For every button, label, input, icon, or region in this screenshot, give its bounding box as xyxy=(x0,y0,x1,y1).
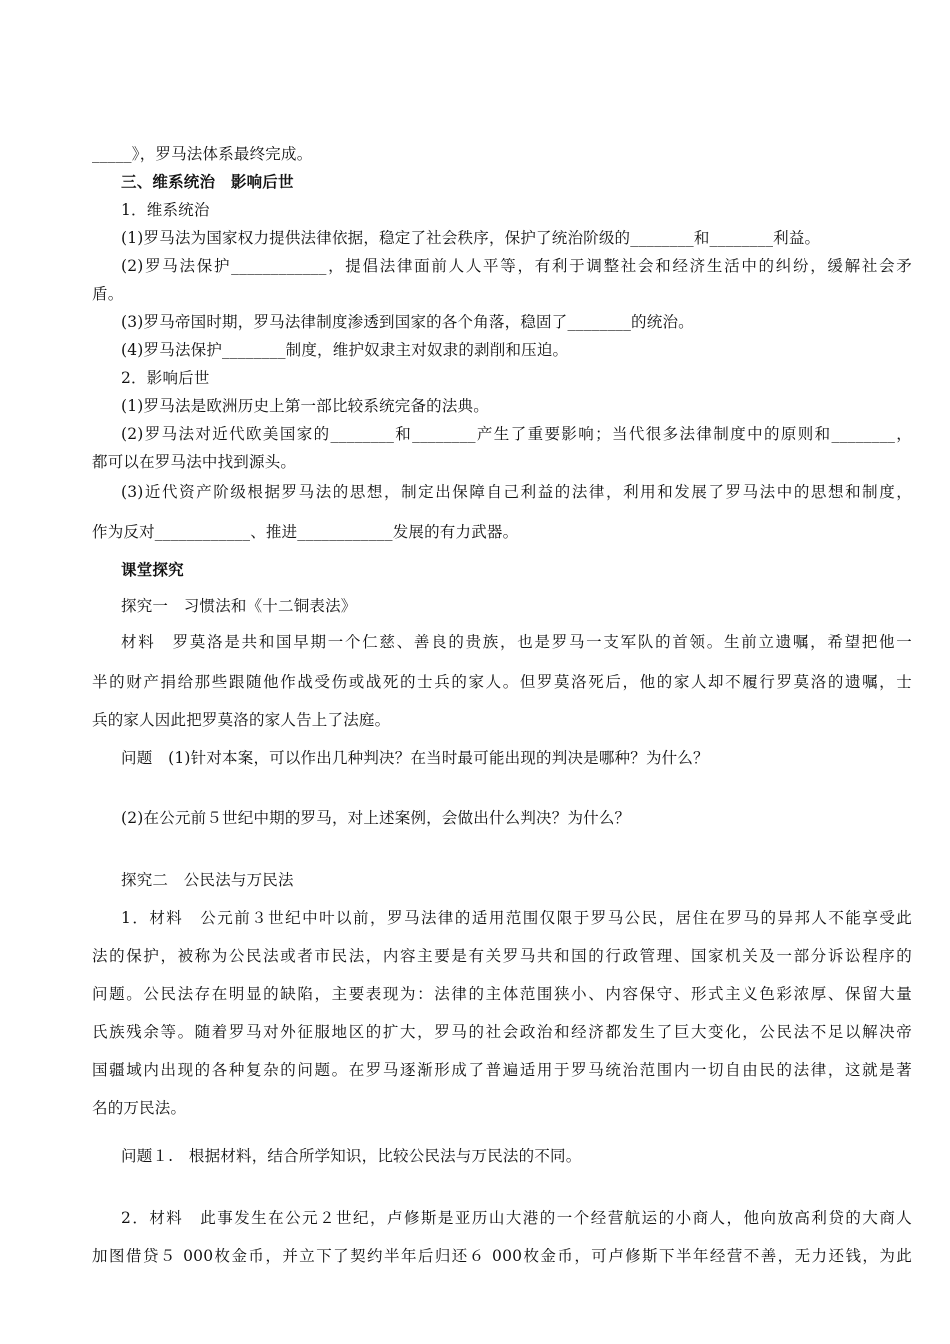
material-line: 国疆域内出现的各种复杂的问题。在罗马逐渐形成了普遍适用于罗马统治范围内一切自由民的法律，这就是著 xyxy=(92,1061,912,1079)
inquiry-title: 探究二 公民法与万民法 xyxy=(121,871,294,889)
text-line: (3)近代资产阶级根据罗马法的思想，制定出保障自己利益的法律，利用和发展了罗马法中的思想和制度， xyxy=(121,483,912,501)
material-line: 材料 罗莫洛是共和国早期一个仁慈、善良的贵族，也是罗马一支军队的首领。生前立遗嘱，希望把他一 xyxy=(121,633,912,651)
text-line: 盾。 xyxy=(92,285,124,303)
subheading: 1．维系统治 xyxy=(121,201,210,219)
text-line: (2)罗马法对近代欧美国家的________和________产生了重要影响；当代很多法律制度中的原则和________， xyxy=(121,425,912,443)
material-line: 氏族残余等。随着罗马对外征服地区的扩大，罗马的社会政治和经济都发生了巨大变化，公民法不足以解决帝 xyxy=(92,1023,912,1041)
text-line: _____》，罗马法体系最终完成。 xyxy=(92,145,313,163)
subheading: 2．影响后世 xyxy=(121,369,210,387)
text-line: (1)罗马法是欧洲历史上第一部比较系统完备的法典。 xyxy=(121,397,489,415)
text-line: 作为反对____________、推进____________发展的有力武器。 xyxy=(92,523,519,541)
material-line: 加图借贷５ 000枚金币，并立下了契约半年后归还６ 000枚金币，可卢修斯下半年经营不善，无力还钱，为此 xyxy=(92,1247,912,1265)
section-heading: 三、维系统治 影响后世 xyxy=(121,172,294,191)
text-line: (3)罗马帝国时期，罗马法律制度渗透到国家的各个角落，稳固了________的统治。 xyxy=(121,313,694,331)
text-line: 都可以在罗马法中找到源头。 xyxy=(92,453,297,471)
section-heading: 课堂探究 xyxy=(121,560,184,579)
question-line: (2)在公元前５世纪中期的罗马，对上述案例，会做出什么判决？为什么？ xyxy=(121,809,631,827)
material-line: 半的财产捐给那些跟随他作战受伤或战死的士兵的家人。但罗莫洛死后，他的家人却不履行罗莫洛的遗嘱，士 xyxy=(92,673,912,691)
text-line: (2)罗马法保护____________，提倡法律面前人人平等，有利于调整社会和经济生活中的纠纷，缓解社会矛 xyxy=(121,257,912,275)
material-line: 法的保护，被称为公民法或者市民法，内容主要是有关罗马共和国的行政管理、国家机关及一部分诉讼程序的 xyxy=(92,947,912,965)
material-line: 2．材料 此事发生在公元２世纪，卢修斯是亚历山大港的一个经营航运的小商人，他向放高利贷的大商人 xyxy=(121,1209,912,1227)
material-line: 兵的家人因此把罗莫洛的家人告上了法庭。 xyxy=(92,711,391,729)
material-line: 问题。公民法存在明显的缺陷，主要表现为：法律的主体范围狭小、内容保守、形式主义色彩浓厚、保留大量 xyxy=(92,985,912,1003)
text-line: (4)罗马法保护________制度，维护奴隶主对奴隶的剥削和压迫。 xyxy=(121,341,569,359)
question-line: 问题１. 根据材料，结合所学知识，比较公民法与万民法的不同。 xyxy=(121,1147,582,1165)
inquiry-title: 探究一 习惯法和《十二铜表法》 xyxy=(121,597,357,615)
material-line: 1．材料 公元前３世纪中叶以前，罗马法律的适用范围仅限于罗马公民，居住在罗马的异邦人不能享受此 xyxy=(121,909,912,927)
question-line: 问题 (1)针对本案，可以作出几种判决？在当时最可能出现的判决是哪种？为什么？ xyxy=(121,749,709,767)
material-line: 名的万民法。 xyxy=(92,1099,187,1117)
text-line: (1)罗马法为国家权力提供法律依据，稳定了社会秩序，保护了统治阶级的________和________利益。 xyxy=(121,229,821,247)
